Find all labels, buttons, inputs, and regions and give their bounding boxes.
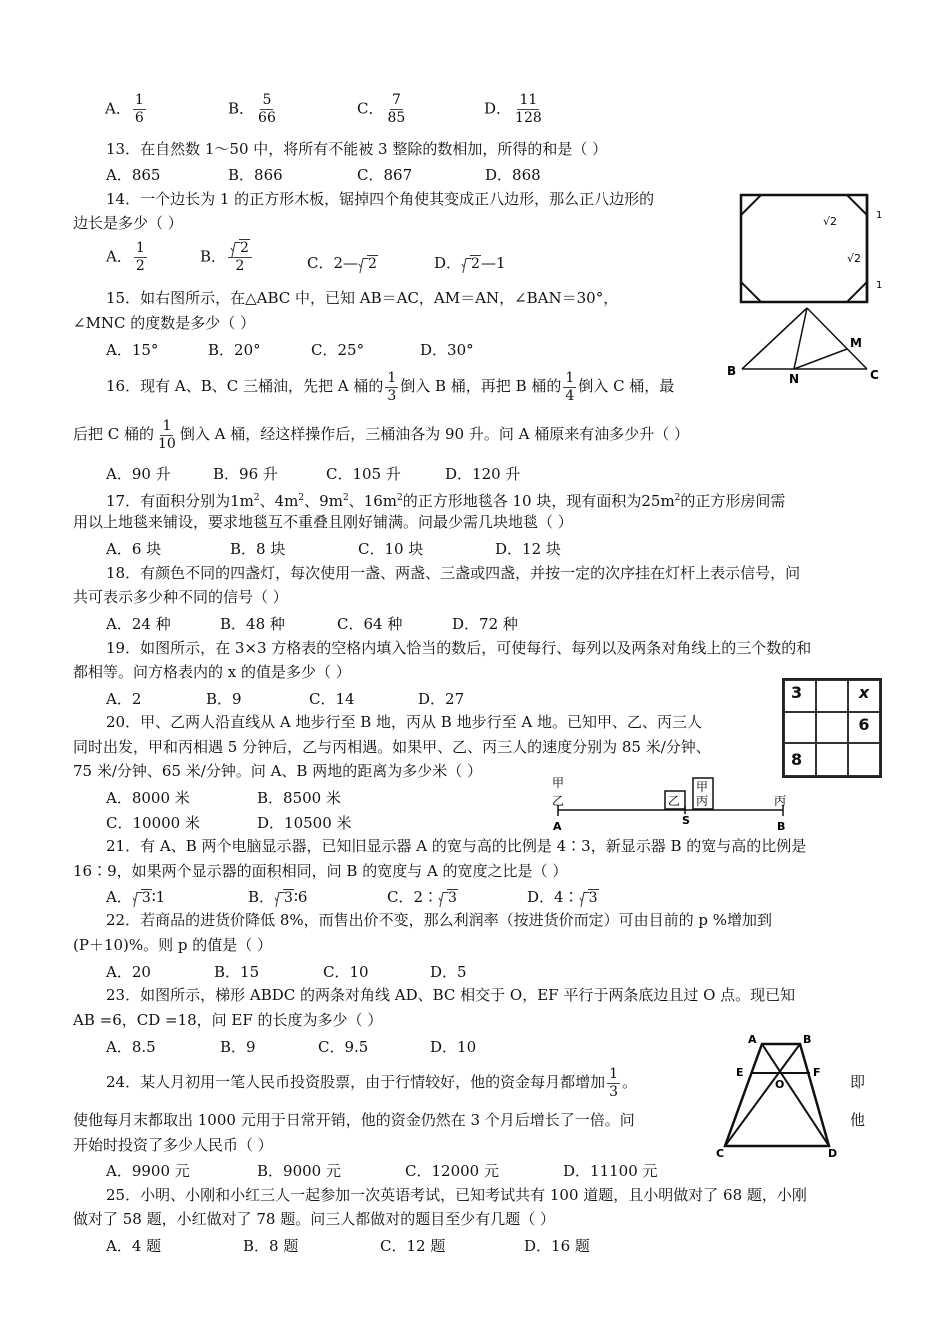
q12-option-b: B． $\frac{5}{66}$ xyxy=(228,92,276,126)
q19-option-d: D．27 xyxy=(418,690,465,708)
q20-option-c: C．10000 米 xyxy=(106,814,200,832)
q13-stem: 13．在自然数 1～50 中，将所有不能被 3 整除的数相加，所得的和是（ ） xyxy=(106,140,608,158)
q22-option-c: C．10 xyxy=(323,963,369,981)
grid-cell xyxy=(816,743,848,776)
q23-option-c: C．9.5 xyxy=(318,1038,369,1056)
q21-stem-line2: 16∶9，如果两个显示器的面积相同，问 B 的宽度与 A 的宽度之比是（ ） xyxy=(73,862,568,880)
label-n: N xyxy=(789,372,800,385)
grid-cell xyxy=(784,712,816,744)
q24-stem-line3: 开始时投资了多少人民币（ ） xyxy=(73,1136,273,1154)
q19-stem-line1: 19．如图所示，在 3×3 方格表的空格内填入恰当的数后，可使每行、每列以及两条对角线上的三个数的和 xyxy=(106,639,812,657)
q18-stem-line1: 18．有颜色不同的四盏灯，每次使用一盏、两盏、三盏或四盏，并按一定的次序挂在灯杆上表示信号，问 xyxy=(106,564,801,582)
q16-option-b: B．96 升 xyxy=(213,465,278,483)
q20-stem-line3: 75 米/分钟、65 米/分钟。问 A、B 两地的距离为多少米（ ） xyxy=(73,762,482,780)
q14-option-d: D． 2—1 xyxy=(434,254,506,272)
q17-option-b: B．8 块 xyxy=(230,540,286,558)
label-a: A xyxy=(748,1033,757,1046)
q16-stem-line2: 后把 C 桶的 $\frac{1}{10}$ 倒入 A 桶，经这样操作后，三桶油各为 90 升。问 A 桶原来有油多少升（ ） xyxy=(73,417,689,452)
q21-option-b: B． 3∶6 xyxy=(248,888,308,906)
q21-option-d: D．4∶ 3 xyxy=(527,888,598,906)
q23-stem-line1: 23．如图所示，梯形 ABDC 的两条对角线 AD、BC 相交于 O，EF 平行于两条底边且过 O 点。现已知 xyxy=(106,986,796,1004)
q17-option-c: C．10 块 xyxy=(358,540,424,558)
q21-option-c: C．2∶ 3 xyxy=(387,888,457,906)
grid-cell-x: x xyxy=(848,680,880,712)
q23-option-b: B．9 xyxy=(220,1038,256,1056)
q22-stem-line2: (P＋10)%。则 p 的值是（ ） xyxy=(73,936,273,954)
q14-stem-line2: 边长是多少（ ） xyxy=(73,214,183,232)
grid-cell: 8 xyxy=(784,743,816,776)
grid-cell xyxy=(848,743,880,776)
q14-option-c: C．2— 2 xyxy=(307,254,377,272)
q17-stem-line1: 17．有面积分别为$1m^2$、$4m^2$、$9m^2$、$16m^2$的正方形地毯各 10 块，现有面积为$25m^2$的正方形房间需 xyxy=(106,492,786,510)
q24-stem-tail2: 他 xyxy=(850,1111,866,1129)
q25-option-a: A．4 题 xyxy=(106,1237,162,1255)
q23-option-d: D．10 xyxy=(430,1038,477,1056)
q24-stem-line2: 使他每月末都取出 1000 元用于日常开销，他的资金仍然在 3 个月后增长了一倍。问 xyxy=(73,1111,635,1129)
q23-trapezoid-figure xyxy=(712,1032,842,1160)
grid-cell xyxy=(816,712,848,744)
q15-stem-line2: ∠MNC 的度数是多少（ ） xyxy=(73,314,256,332)
q12-option-a: A． $\frac{1}{6}$ xyxy=(105,92,144,126)
q25-option-d: D．16 题 xyxy=(524,1237,590,1255)
q25-option-c: C．12 题 xyxy=(380,1237,446,1255)
q23-option-a: A．8.5 xyxy=(106,1038,156,1056)
q17-option-a: A．6 块 xyxy=(106,540,162,558)
label-one-bottom: 1 xyxy=(876,280,883,291)
q20-walking-figure xyxy=(548,774,798,836)
q25-option-b: B．8 题 xyxy=(243,1237,299,1255)
label-one-top: 1 xyxy=(876,210,883,221)
q24-option-d: D．11100 元 xyxy=(563,1162,658,1180)
grid-cell xyxy=(816,680,848,712)
q24-option-c: C．12000 元 xyxy=(405,1162,499,1180)
label-e: E xyxy=(736,1066,744,1079)
q24-stem-tail1: 即 xyxy=(850,1073,866,1091)
q13-option-d: D．868 xyxy=(485,166,541,184)
q15-option-b: B．20° xyxy=(208,341,261,359)
q22-option-b: B．15 xyxy=(214,963,260,981)
q15-triangle-figure xyxy=(722,303,892,385)
grid-cell: 3 xyxy=(784,680,816,712)
q17-option-d: D．12 块 xyxy=(495,540,561,558)
grid-cell: 6 xyxy=(848,712,880,744)
q15-stem-line1: 15．如右图所示，在△ABC 中，已知 AB＝AC，AM＝AN，∠BAN＝30°， xyxy=(106,289,619,307)
q16-option-d: D．120 升 xyxy=(445,465,521,483)
q14-stem-line1: 14．一个边长为 1 的正方形木板，锯掉四个角使其变成正八边形，那么正八边形的 xyxy=(106,190,655,208)
q24-stem-line1: 24．某人月初用一笔人民币投资股票，由于行情较好，他的资金每月都增加 $\frac{1}{3}$ 。 xyxy=(106,1065,638,1100)
label-o: O xyxy=(775,1078,785,1091)
label-c: C xyxy=(870,368,879,382)
label-f: F xyxy=(813,1066,821,1079)
q21-stem-line1: 21．有 A、B 两个电脑显示器，已知旧显示器 A 的宽与高的比例是 4∶3，新显示器 B 的宽与高的比例是 xyxy=(106,837,807,855)
q18-option-d: D．72 种 xyxy=(452,615,518,633)
label-jia: 甲 xyxy=(552,776,565,790)
label-yi-box: 乙 xyxy=(668,794,681,808)
q21-option-a: A． 3∶1 xyxy=(106,888,166,906)
label-bing: 丙 xyxy=(774,794,787,808)
q19-stem-line2: 都相等。问方格表内的 x 的值是多少（ ） xyxy=(73,663,351,681)
octagon-outline xyxy=(741,195,867,302)
q25-stem-line2: 做对了 58 题，小红做对了 78 题。问三人都做对的题目至少有几题（ ） xyxy=(73,1210,556,1228)
label-d: D xyxy=(828,1147,838,1160)
q14-option-b: B． $\frac{2}{2}$ xyxy=(200,240,254,275)
q18-stem-line2: 共可表示多少种不同的信号（ ） xyxy=(73,588,288,606)
label-bing-box: 丙 xyxy=(696,794,709,808)
q23-stem-line2: AB =6，CD =18，问 EF 的长度为多少（ ） xyxy=(73,1011,383,1029)
q13-option-b: B．866 xyxy=(228,166,283,184)
q19-option-c: C．14 xyxy=(309,690,355,708)
q12-option-c: C． $\frac{7}{85}$ xyxy=(357,92,406,126)
label-s: S xyxy=(682,814,690,827)
q18-option-a: A．24 种 xyxy=(106,615,171,633)
q25-stem-line1: 25．小明、小刚和小红三人一起参加一次英语考试，已知考试共有 100 道题，且小明做对了 68 题，小刚 xyxy=(106,1186,807,1204)
label-b: B xyxy=(727,364,737,378)
q20-option-b: B．8500 米 xyxy=(257,789,341,807)
q24-option-b: B．9000 元 xyxy=(257,1162,341,1180)
label-sqrt2-top: √2 xyxy=(823,215,838,228)
q16-stem-line1: 16．现有 A、B、C 三桶油，先把 A 桶的 $\frac{1}{3}$ 倒入 B 桶，再把 B 桶的 $\frac{1}{4}$ 倒入 C 桶，最 xyxy=(106,369,675,404)
q14-octagon-figure xyxy=(737,192,887,307)
q19-option-b: B．9 xyxy=(206,690,242,708)
q20-stem-line2: 同时出发，甲和丙相遇 5 分钟后，乙与丙相遇。如果甲、乙、丙三人的速度分别为 85 米/分钟、 xyxy=(73,738,711,756)
q22-stem-line1: 22．若商品的进货价降低 8%，而售出价不变，那么利润率（按进货价而定）可由目前的 p %增加到 xyxy=(106,911,773,929)
label-jia-box: 甲 xyxy=(696,780,709,794)
q20-option-a: A．8000 米 xyxy=(106,789,190,807)
label-b: B xyxy=(803,1033,812,1046)
q20-option-d: D．10500 米 xyxy=(257,814,352,832)
q15-option-d: D．30° xyxy=(420,341,474,359)
q18-option-c: C．64 种 xyxy=(337,615,403,633)
square-outline xyxy=(741,195,867,302)
q13-option-c: C．867 xyxy=(357,166,413,184)
label-b: B xyxy=(777,820,786,833)
q22-option-d: D．5 xyxy=(430,963,467,981)
label-yi: 乙 xyxy=(552,794,565,808)
label-c: C xyxy=(716,1147,725,1160)
label-a: A xyxy=(553,820,562,833)
q19-magic-square-grid xyxy=(782,678,882,778)
q19-option-a: A．2 xyxy=(106,690,142,708)
q15-option-c: C．25° xyxy=(311,341,365,359)
q18-option-b: B．48 种 xyxy=(220,615,285,633)
q16-option-a: A．90 升 xyxy=(106,465,171,483)
q13-option-a: A．865 xyxy=(106,166,161,184)
label-m: M xyxy=(850,336,862,350)
q24-option-a: A．9900 元 xyxy=(106,1162,190,1180)
label-sqrt2-right: √2 xyxy=(847,252,862,265)
q22-option-a: A．20 xyxy=(106,963,151,981)
q17-stem-line2: 用以上地毯来铺设，要求地毯互不重叠且刚好铺满。问最少需几块地毯（ ） xyxy=(73,513,573,531)
q12-option-d: D． $\frac{11}{128}$ xyxy=(484,92,542,126)
q20-stem-line1: 20．甲、乙两人沿直线从 A 地步行至 B 地，丙从 B 地步行至 A 地。已知甲、乙、丙三人 xyxy=(106,713,702,731)
q14-option-a: A． $\frac{1}{2}$ xyxy=(106,240,145,274)
q15-option-a: A．15° xyxy=(106,341,159,359)
q16-option-c: C．105 升 xyxy=(326,465,401,483)
